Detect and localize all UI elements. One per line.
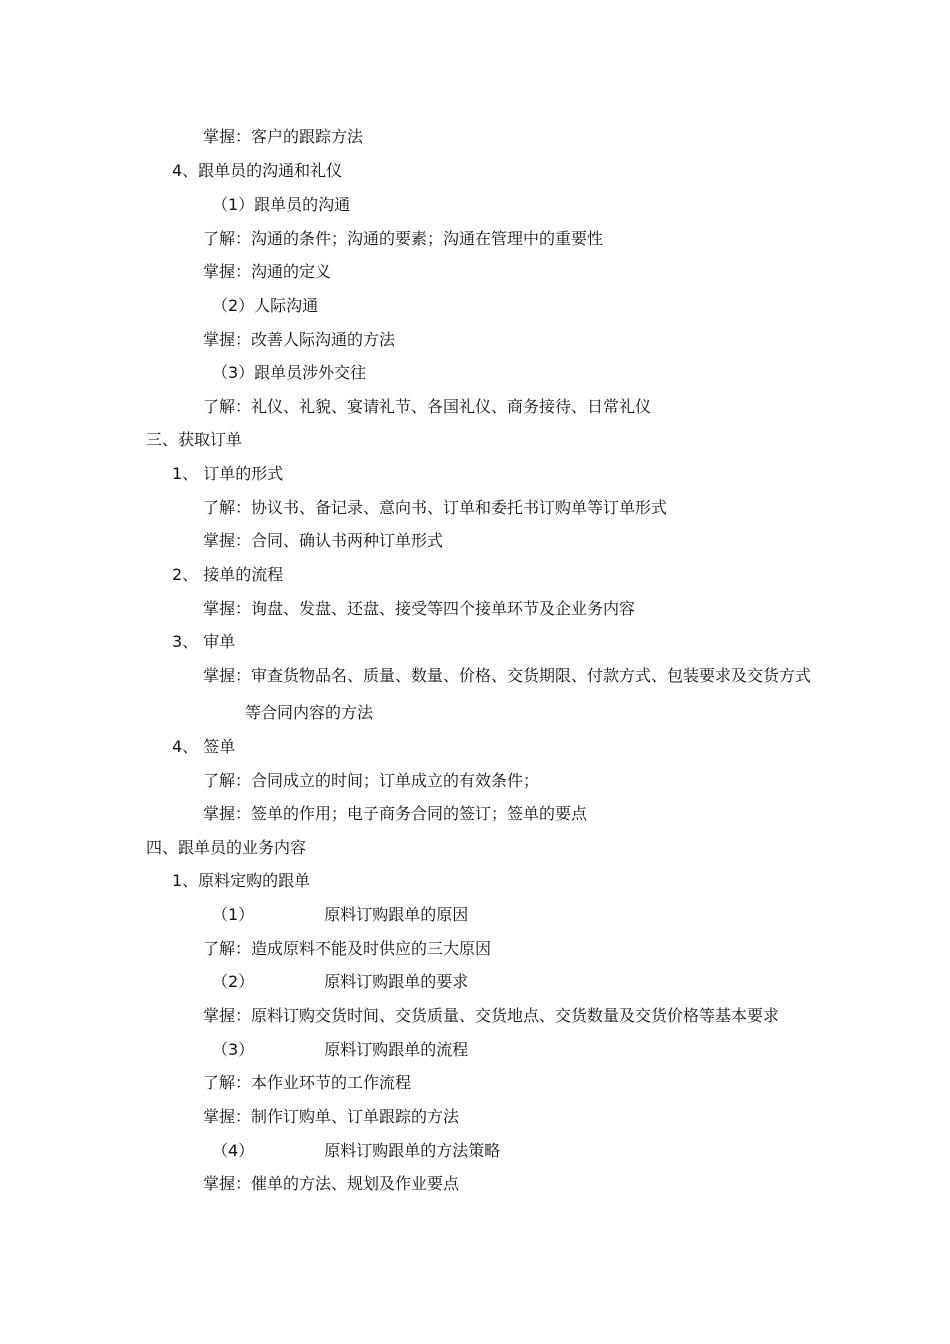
subsection-material-requirement bbox=[212, 972, 468, 992]
item-number: （4） bbox=[212, 1141, 255, 1160]
master-material-strategy: 掌握：催单的方法、规划及作业要点 bbox=[203, 1174, 460, 1193]
understand-etiquette: 了解：礼仪、礼貌、宴请礼节、各国礼仪、商务接待、日常礼仪 bbox=[203, 397, 652, 416]
master-review: 掌握：审查货物品名、质量、数量、价格、交货期限、付款方式、包装要求及交货方式 bbox=[203, 666, 812, 685]
master-order-process: 掌握：询盘、发盘、还盘、接受等四个接单环节及企业务内容 bbox=[203, 599, 636, 618]
master-customer-tracking: 掌握：客户的跟踪方法 bbox=[203, 127, 364, 146]
master-order-forms: 掌握：合同、确认书两种订单形式 bbox=[203, 531, 444, 550]
master-interpersonal: 掌握：改善人际沟通的方法 bbox=[203, 330, 396, 349]
understand-order-forms: 了解：协议书、备记录、意向书、订单和委托书订购单等订单形式 bbox=[203, 498, 668, 517]
understand-signing: 了解：合同成立的时间；订单成立的有效条件； bbox=[203, 771, 540, 790]
master-signing: 掌握：签单的作用；电子商务合同的签订；签单的要点 bbox=[203, 804, 588, 823]
section-material-ordering: 1、原料定购的跟单 bbox=[172, 871, 311, 890]
master-material-requirement: 掌握：原料订购交货时间、交货质量、交货地点、交货数量及交货价格等基本要求 bbox=[203, 1006, 780, 1025]
section-order-process: 2、 接单的流程 bbox=[172, 565, 284, 584]
section-4-communication-etiquette: 4、跟单员的沟通和礼仪 bbox=[172, 161, 343, 180]
section-signing: 4、 签单 bbox=[172, 737, 236, 756]
item-number: （2） bbox=[212, 972, 255, 991]
understand-material-process: 了解：本作业环节的工作流程 bbox=[203, 1073, 412, 1092]
understand-communication: 了解：沟通的条件；沟通的要素；沟通在管理中的重要性 bbox=[203, 229, 604, 248]
subsection-material-process bbox=[212, 1040, 468, 1060]
item-title: 原料订购跟单的方法策略 bbox=[324, 1141, 501, 1160]
understand-material-reason: 了解：造成原料不能及时供应的三大原因 bbox=[203, 939, 492, 958]
item-title: 原料订购跟单的流程 bbox=[324, 1040, 469, 1059]
item-title: 原料订购跟单的要求 bbox=[324, 972, 469, 991]
chapter-4-heading: 四、跟单员的业务内容 bbox=[146, 838, 307, 857]
item-number: （1） bbox=[212, 905, 255, 924]
subsection-material-strategy bbox=[212, 1141, 500, 1161]
subsection-communication: （1）跟单员的沟通 bbox=[212, 195, 351, 214]
subsection-foreign-affairs: （3）跟单员涉外交往 bbox=[212, 363, 367, 382]
subsection-material-reason bbox=[212, 905, 468, 925]
subsection-interpersonal: （2）人际沟通 bbox=[212, 296, 319, 315]
item-title: 原料订购跟单的原因 bbox=[324, 905, 469, 924]
section-review: 3、 审单 bbox=[172, 632, 236, 651]
section-order-forms: 1、 订单的形式 bbox=[172, 464, 284, 483]
master-communication-definition: 掌握：沟通的定义 bbox=[203, 262, 332, 281]
item-number: （3） bbox=[212, 1040, 255, 1059]
chapter-3-heading: 三、获取订单 bbox=[146, 430, 243, 449]
master-material-process: 掌握：制作订购单、订单跟踪的方法 bbox=[203, 1107, 460, 1126]
master-review-continued: 等合同内容的方法 bbox=[245, 703, 374, 722]
